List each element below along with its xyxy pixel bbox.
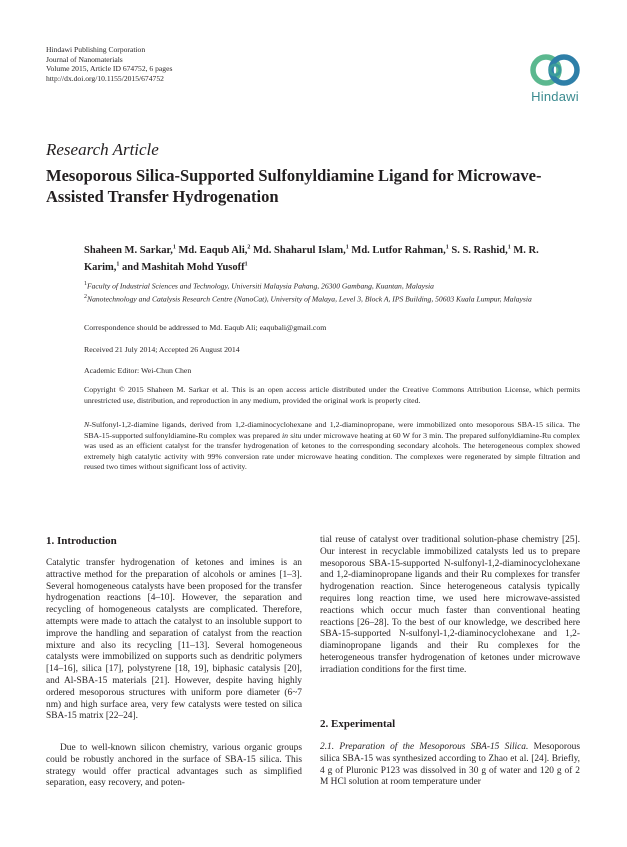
journal-header — [46, 45, 172, 83]
affiliation: $^2$Nanotechnology and Catalysis Research Centre (NanoCat), University of Malaya, Level 3, Block A, IPS Building, 50603 Kuala Lumpur, Malaysia — [84, 293, 532, 304]
author: M. R. Karim,$^1$ — [84, 244, 539, 273]
experimental-paragraph: 2.1. Preparation of the Mesoporous SBA-15 Silica. Mesoporous silica SBA-15 was synthesized according to Zhao et al. [24]. Briefly, 4 g of Pluronic P123 was dissolved in 30 g of water and 120 g of 2 M HCl solution at room temperature under — [320, 742, 580, 788]
author: Md. Shaharul Islam,$^1$ — [253, 244, 349, 256]
author: Md. Eaqub Ali,$^2$ — [178, 244, 251, 256]
affiliations — [84, 279, 544, 305]
intro-paragraph: Catalytic transfer hydrogenation of ketones and imines is an attractive method for the preparation of alcohols or amines [1–3]. Several homogeneous catalysts have been proposed for the transfer hydrogenation reactions [4–10]. However, the separation and recycling of homogeneous catalysts are complicated. Therefore, attempts were made to attach the catalyst to an insoluble support to improve the handling and separation of catalyst from the reaction mixture and also its recycling [11–13]. Several homogeneous catalysts were immobilized on supports such as dendritic polymers [14–16], silica [17], polystyrene [18, 19], biphasic catalysis [20], and Al-SBA-15 materials [21]. However, despite having highly ordered mesoporous structures with uniform pore diameter (6~7 nm) and high surface area, very few catalysts were tested on silica SBA-15 matrix [22–24]. — [46, 558, 302, 722]
author: and Mashitah Mohd Yusoff$^1$ — [122, 261, 248, 273]
affiliation: $^1$Faculty of Industrial Sciences and Technology, Universiti Malaysia Pahang, 26300 Gambang, Kuantan, Malaysia — [84, 281, 434, 291]
subsection-heading: 2.1. Preparation of the Mesoporous SBA-15 Silica. — [320, 742, 529, 752]
paper-title: Mesoporous Silica-Supported Sulfonyldiamine Ligand for Microwave-Assisted Transfer Hydrogenation — [46, 166, 542, 206]
doi-link[interactable]: http://dx.doi.org/10.1155/2015/674752 — [46, 73, 164, 83]
author: S. S. Rashid,$^1$ — [451, 244, 511, 256]
intro-paragraph-2: Due to well-known silicon chemistry, various organic groups could be robustly anchored in the surface of SBA-15 silica. This strategy would offer practical advantages such as simplified separation, easy recovery, and poten- — [46, 743, 302, 789]
author: Shaheen M. Sarkar,$^1$ — [84, 244, 176, 256]
copyright-notice: Copyright © 2015 Shaheen M. Sarkar et al. This is an open access article distributed under the Creative Commons Attribution License, which permits unrestricted use, distribution, and reproduction in any medium, provided the original work is properly cited. — [84, 385, 580, 405]
journal-name: Journal of Nanomaterials — [46, 54, 123, 64]
received-dates: Received 21 July 2014; Accepted 26 August 2014 — [84, 345, 240, 354]
hindawi-logo-text: Hindawi — [531, 89, 579, 104]
author-list — [84, 240, 554, 275]
academic-editor: Academic Editor: Wei-Chun Chen — [84, 366, 192, 375]
correspondence: Correspondence should be addressed to Md. Eaqub Ali; eaqubali@gmail.com — [84, 323, 327, 332]
author: Md. Lutfor Rahman,$^1$ — [351, 244, 449, 256]
article-type: Research Article — [46, 140, 159, 159]
publisher-name: Hindawi Publishing Corporation — [46, 45, 146, 54]
abstract: N-Sulfonyl-1,2-diamine ligands, derived from 1,2-diaminocyclohexane and 1,2-diaminopropane, were immobilized onto mesoporous SBA-15 silica. The SBA-15-supported sulfonyldiamine-Ru complex was prepared in situ under microwave heating at 60 W for 3 min. The prepared sulfonyldiamine-Ru complex was used as an efficient catalyst for the transfer hydrogenation of ketones to the corresponding secondary alcohols. The heterogeneous complex showed extremely high catalytic activity with 99% conversion rate under microwave heating condition. The complexes were regenerated by simple filtration and reused two times without significant loss of activity. — [84, 420, 581, 472]
section-heading-experimental: 2. Experimental — [320, 718, 396, 730]
intro-paragraph-continued: tial reuse of catalyst over traditional solution-phase chemistry [25]. Our interest in recyclable immobilized catalysts led us to prepare mesoporous SBA-15-supported N-sulfonyl-1,2-diaminocyclohexane and 1,2-diaminopropane ligands and their Ru complexes for transfer hydrogenation reaction. Since heterogeneous catalysis typically requires long reaction time, we used here microwave-assisted reactions which occur much faster than conventional heating reactions [26–28]. To the best of our knowledge, we described here SBA-15-supported N-sulfonyl-1,2-diaminocyclohexane and 1,2-diaminopropane ligands and their Ru complexes for the heterogeneous transfer hydrogenation of ketones under microwave irradiation conditions for the first time. — [320, 535, 580, 675]
section-heading-introduction: 1. Introduction — [46, 535, 117, 547]
volume-info: Volume 2015, Article ID 674752, 6 pages — [46, 64, 173, 74]
